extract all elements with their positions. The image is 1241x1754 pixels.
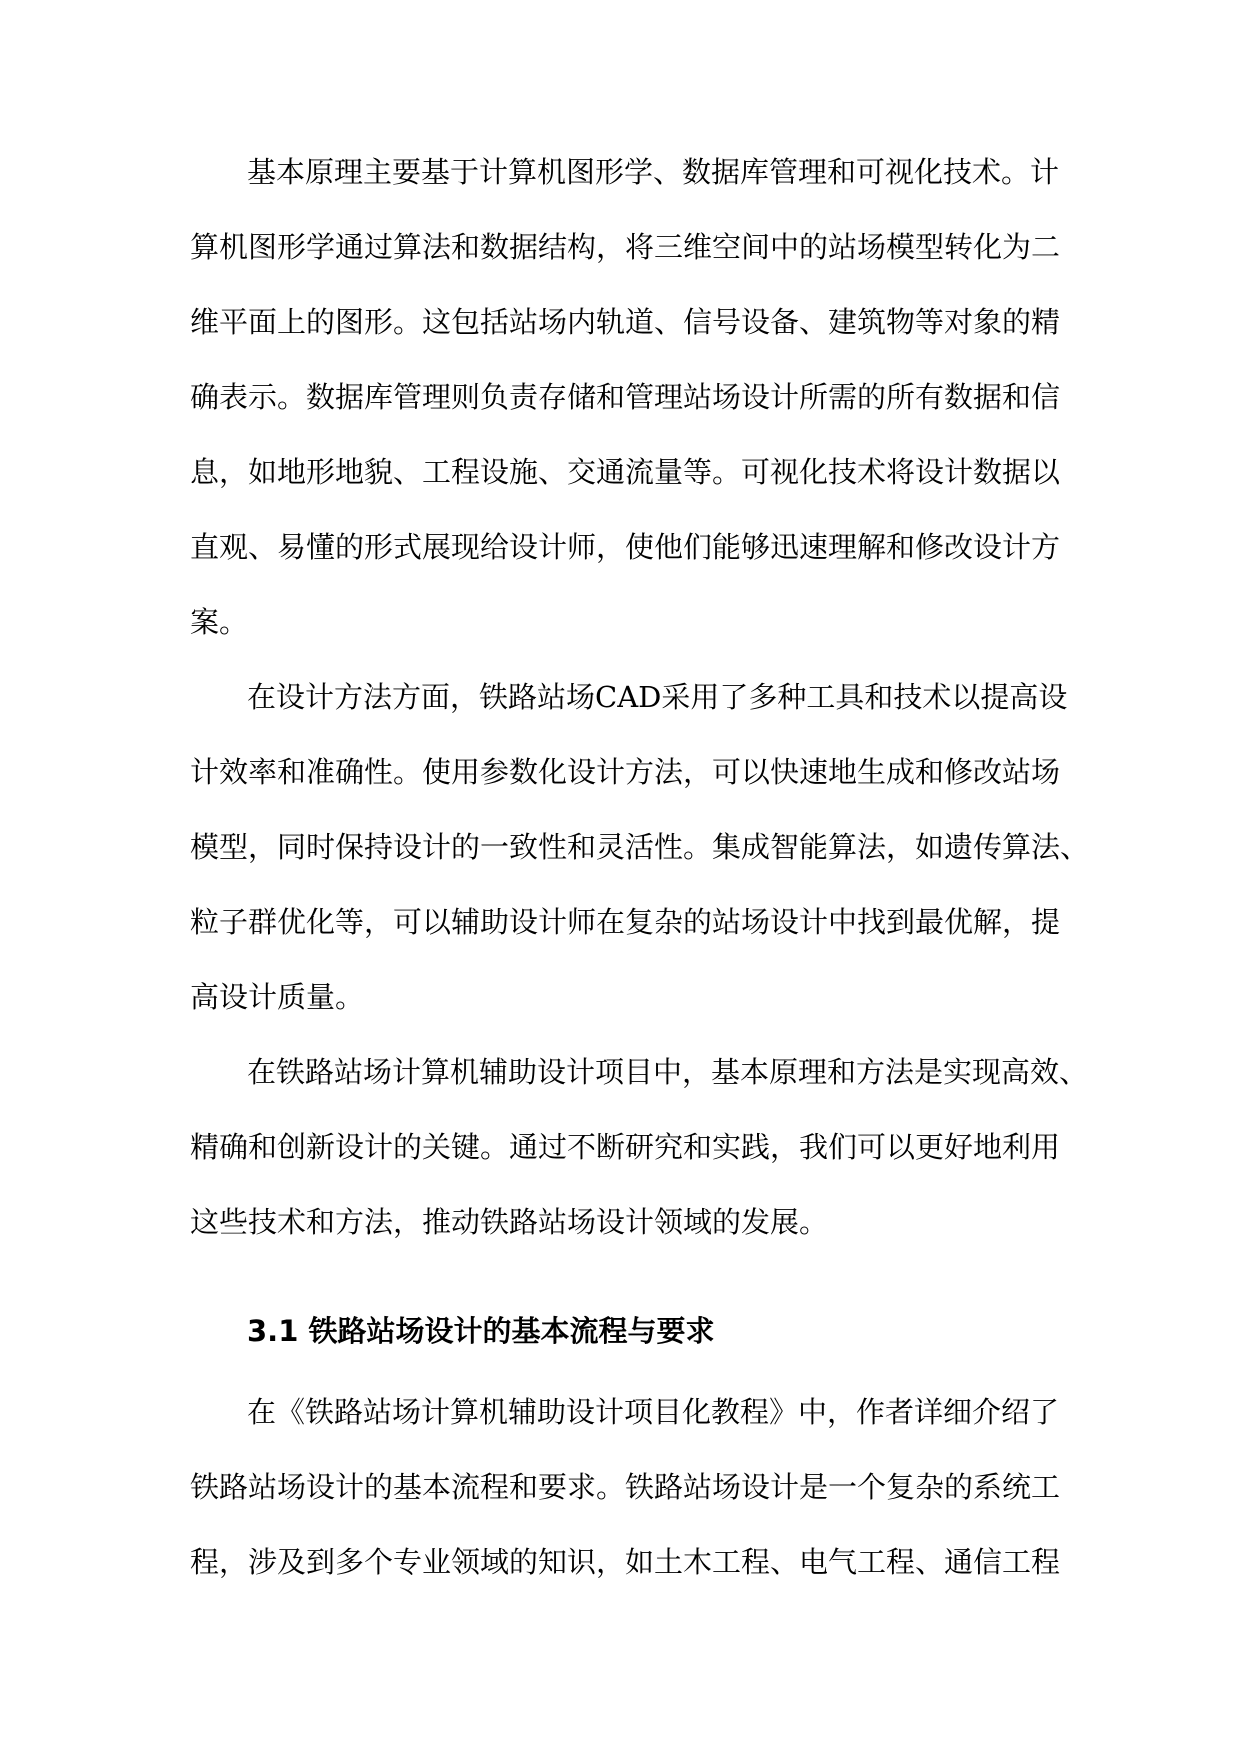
paragraph-2-line-4: 粒子群优化等，可以辅助设计师在复杂的站场设计中找到最优解，提 [190, 905, 1061, 939]
paragraph-3-line-2: 精确和创新设计的关键。通过不断研究和实践，我们可以更好地利用 [190, 1130, 1061, 1164]
paragraph-2-line-1: 在设计方法方面，铁路站场CAD采用了多种工具和技术以提高设 [247, 680, 1068, 714]
section-paragraph-line-3: 程，涉及到多个专业领域的知识，如土木工程、电气工程、通信工程 [190, 1545, 1061, 1579]
paragraph-2-line-5: 高设计质量。 [190, 980, 365, 1014]
section-paragraph-line-1: 在《铁路站场计算机辅助设计项目化教程》中，作者详细介绍了 [247, 1395, 1060, 1429]
paragraph-1-line-2: 算机图形学通过算法和数据结构，将三维空间中的站场模型转化为二 [190, 230, 1061, 264]
paragraph-1-line-3: 维平面上的图形。这包括站场内轨道、信号设备、建筑物等对象的精 [190, 305, 1061, 339]
paragraph-1-line-6: 直观、易懂的形式展现给设计师，使他们能够迅速理解和修改设计方 [190, 530, 1061, 564]
section-paragraph-line-2: 铁路站场设计的基本流程和要求。铁路站场设计是一个复杂的系统工 [190, 1470, 1061, 1504]
paragraph-3-line-1: 在铁路站场计算机辅助设计项目中，基本原理和方法是实现高效、 [247, 1055, 1089, 1089]
section-heading: 3.1 铁路站场设计的基本流程与要求 [247, 1314, 715, 1348]
paragraph-1-line-7: 案。 [190, 605, 249, 639]
paragraph-3-line-3: 这些技术和方法，推动铁路站场设计领域的发展。 [190, 1205, 829, 1239]
paragraph-1-line-1: 基本原理主要基于计算机图形学、数据库管理和可视化技术。计 [247, 155, 1060, 189]
paragraph-1-line-4: 确表示。数据库管理则负责存储和管理站场设计所需的所有数据和信 [190, 380, 1061, 414]
paragraph-2-line-2: 计效率和准确性。使用参数化设计方法，可以快速地生成和修改站场 [190, 755, 1061, 789]
paragraph-2-line-3: 模型，同时保持设计的一致性和灵活性。集成智能算法，如遗传算法、 [190, 830, 1090, 864]
paragraph-1-line-5: 息，如地形地貌、工程设施、交通流量等。可视化技术将设计数据以 [190, 455, 1061, 489]
